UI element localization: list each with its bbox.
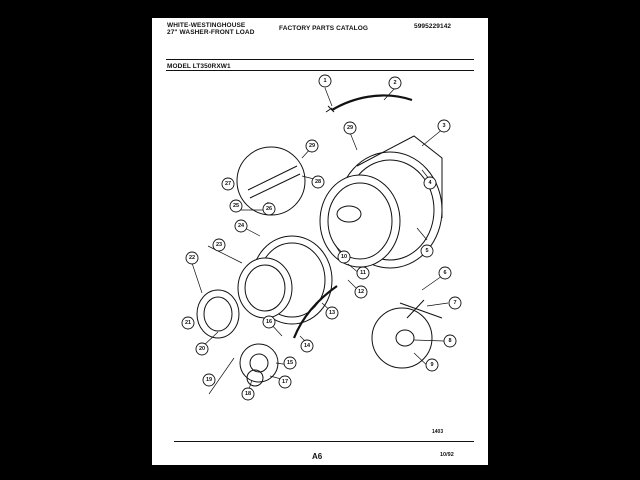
svg-text:22: 22 — [188, 255, 196, 261]
svg-text:21: 21 — [184, 320, 192, 326]
callout-2 — [389, 77, 401, 89]
callout-23 — [213, 239, 225, 251]
door-boot-part — [197, 290, 239, 338]
callout-28 — [312, 176, 324, 188]
pump-part — [240, 344, 278, 386]
callout-1 — [319, 75, 331, 87]
callout-13 — [326, 307, 338, 319]
svg-text:6: 6 — [443, 270, 447, 276]
callout-10 — [338, 251, 350, 263]
svg-text:3: 3 — [442, 123, 446, 129]
detail-inset-circle-lower — [372, 300, 442, 368]
brand-line-2: 27" WASHER-FRONT LOAD — [167, 29, 255, 36]
page-number: A6 — [312, 452, 323, 461]
svg-text:15: 15 — [286, 360, 294, 366]
svg-text:25: 25 — [232, 203, 240, 209]
svg-text:4: 4 — [428, 180, 432, 186]
callout-20 — [196, 343, 208, 355]
callout-29-inset — [306, 140, 318, 152]
callout-6 — [439, 267, 451, 279]
svg-text:23: 23 — [215, 242, 223, 248]
callout-16 — [263, 316, 275, 328]
svg-text:13: 13 — [328, 310, 336, 316]
callout-18 — [242, 388, 254, 400]
catalog-title: FACTORY PARTS CATALOG — [279, 25, 369, 32]
svg-text:19: 19 — [205, 377, 213, 383]
callout-29-upper — [344, 122, 356, 134]
callout-11 — [357, 267, 369, 279]
image-code: 1403 — [432, 429, 444, 435]
tub-cover-rings-part — [238, 236, 332, 324]
callout-19 — [203, 374, 215, 386]
svg-text:11: 11 — [360, 270, 366, 276]
callout-14 — [301, 340, 313, 352]
svg-text:17: 17 — [281, 379, 289, 385]
callout-5 — [421, 245, 433, 257]
catalog-part-number: 5995229142 — [414, 23, 452, 30]
svg-text:5: 5 — [425, 248, 429, 254]
revision-date: 10/92 — [440, 452, 454, 458]
brand-line-1: WHITE-WESTINGHOUSE — [167, 22, 246, 29]
footer-rule — [174, 441, 474, 442]
svg-text:9: 9 — [430, 362, 434, 368]
callout-21 — [182, 317, 194, 329]
svg-text:10: 10 — [340, 254, 348, 260]
callout-4 — [424, 177, 436, 189]
callout-12 — [355, 286, 367, 298]
callout-26 — [263, 203, 275, 215]
svg-text:27: 27 — [224, 181, 232, 187]
svg-text:14: 14 — [303, 343, 311, 349]
callout-24 — [235, 220, 247, 232]
svg-text:20: 20 — [198, 346, 206, 352]
svg-text:16: 16 — [265, 319, 273, 325]
exploded-parts-diagram — [152, 18, 488, 465]
svg-text:1: 1 — [323, 78, 327, 84]
callout-3 — [438, 120, 450, 132]
hose-part — [332, 95, 412, 110]
svg-text:24: 24 — [237, 223, 245, 229]
callout-27 — [222, 178, 234, 190]
callout-25 — [230, 200, 242, 212]
svg-text:12: 12 — [357, 289, 365, 295]
svg-text:29: 29 — [308, 143, 316, 149]
callout-8 — [444, 335, 456, 347]
callout-22 — [186, 252, 198, 264]
callout-15 — [284, 357, 296, 369]
svg-text:26: 26 — [265, 206, 273, 212]
callout-9 — [426, 359, 438, 371]
model-number: MODEL LT350RXW1 — [167, 63, 231, 70]
svg-text:8: 8 — [448, 338, 452, 344]
callout-17 — [279, 376, 291, 388]
inner-basket-part — [320, 175, 400, 267]
svg-text:2: 2 — [393, 80, 397, 86]
parts-catalog-page — [152, 18, 488, 465]
callout-7 — [449, 297, 461, 309]
svg-text:7: 7 — [453, 300, 457, 306]
svg-text:18: 18 — [244, 391, 252, 397]
svg-text:29: 29 — [346, 125, 354, 131]
svg-text:28: 28 — [314, 179, 322, 185]
